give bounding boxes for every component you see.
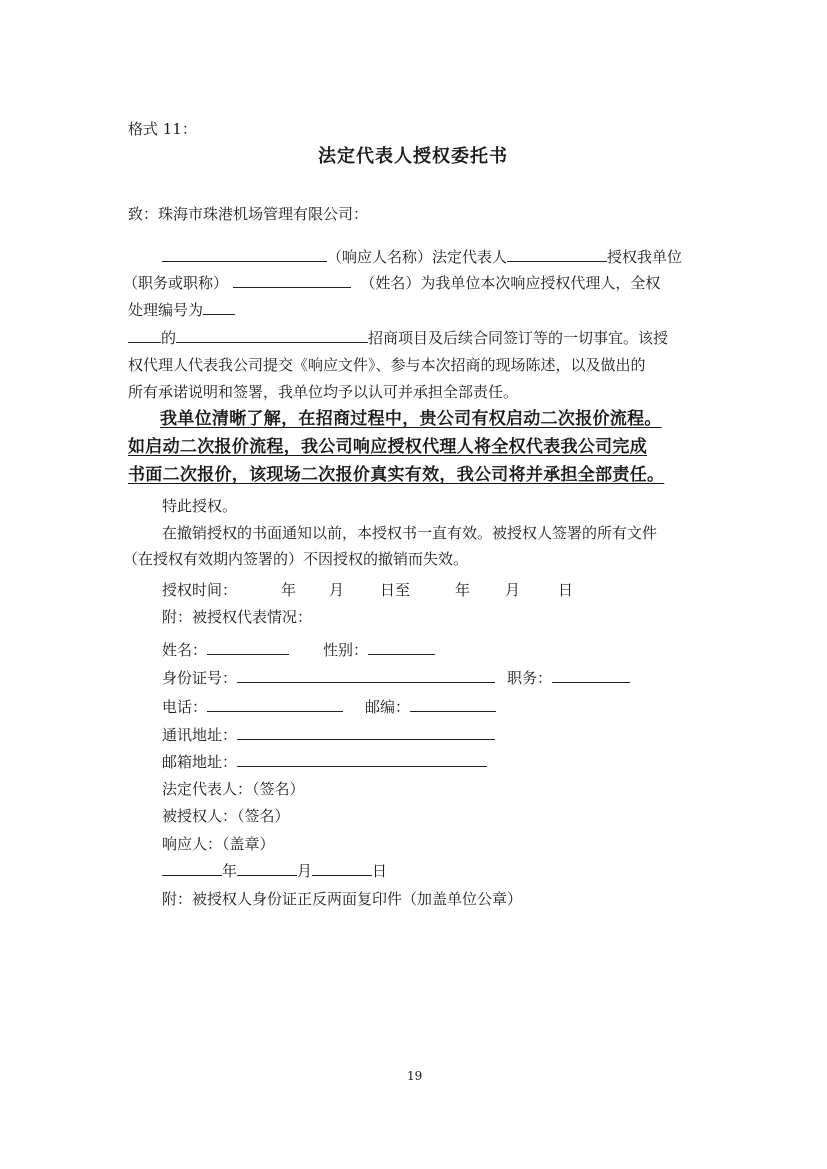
phone-blank[interactable] bbox=[207, 697, 343, 712]
date-day-blank[interactable] bbox=[312, 861, 372, 876]
period-month-1: 月 bbox=[329, 581, 345, 599]
bold-line-3: 书面二次报价，该现场二次报价真实有效，我公司将并承担全部责任。 bbox=[128, 465, 665, 485]
period-year-1: 年 bbox=[281, 581, 297, 599]
name-field-row: 姓名： bbox=[162, 640, 289, 660]
period-day-to: 日至 bbox=[380, 581, 411, 599]
addressee: 致：珠海市珠港机场管理有限公司： bbox=[128, 205, 369, 223]
date-month-blank[interactable] bbox=[237, 861, 297, 876]
email-blank[interactable] bbox=[237, 752, 487, 767]
postcode-field-row: 邮编： bbox=[365, 697, 496, 717]
auth-line-2: （职务或职称） （姓名）为我单位本次响应授权代理人，全权 bbox=[123, 274, 661, 292]
position-field-row: 职务： bbox=[507, 668, 630, 688]
postcode-blank[interactable] bbox=[410, 697, 496, 712]
legal-rep-blank[interactable] bbox=[507, 247, 607, 262]
email-field-row: 邮箱地址： bbox=[162, 752, 487, 772]
gender-field-row: 性别： bbox=[323, 640, 435, 660]
format-label: 格式 11： bbox=[128, 120, 197, 138]
validity-line-1: 在撤销授权的书面通知以前，本授权书一直有效。被授权人签署的所有文件 bbox=[162, 524, 658, 542]
respondent-seal: 响应人：（盖章） bbox=[162, 835, 275, 853]
period-month-2: 月 bbox=[505, 581, 521, 599]
project-name-blank[interactable] bbox=[176, 328, 368, 343]
period-day-2: 日 bbox=[558, 581, 574, 599]
phone-field-row: 电话： bbox=[162, 697, 343, 717]
address-blank[interactable] bbox=[237, 725, 495, 740]
auth-line-6: 所有承诺说明和签署，我单位均予以认可并承担全部责任。 bbox=[128, 383, 519, 401]
date-line: 年 月 日 bbox=[162, 861, 387, 881]
attachment-note: 附：被授权人身份证正反两面复印件（加盖单位公章） bbox=[162, 890, 523, 908]
job-position-blank[interactable] bbox=[552, 668, 630, 683]
attach-header: 附：被授权代表情况： bbox=[162, 608, 313, 626]
period-year-2: 年 bbox=[455, 581, 471, 599]
id-blank[interactable] bbox=[237, 668, 495, 683]
page-number: 19 bbox=[407, 1069, 423, 1083]
date-year-blank[interactable] bbox=[162, 861, 222, 876]
position-blank[interactable] bbox=[233, 273, 351, 288]
page-title: 法定代表人授权委托书 bbox=[318, 146, 508, 167]
gender-blank[interactable] bbox=[368, 640, 435, 655]
prefix-blank[interactable] bbox=[128, 328, 161, 343]
auth-line-1: （响应人名称）法定代表人 授权我单位 bbox=[162, 247, 682, 267]
authorized-signature: 被授权人：（签名） bbox=[162, 807, 290, 825]
bold-line-2: 如启动二次报价流程，我公司响应授权代理人将全权代表我公司完成 bbox=[128, 437, 647, 457]
name-blank[interactable] bbox=[207, 640, 289, 655]
bold-line-1: 我单位清晰了解，在招商过程中，贵公司有权启动二次报价流程。 bbox=[160, 409, 662, 429]
auth-line-3: 处理编号为 bbox=[128, 300, 235, 320]
address-field-row: 通讯地址： bbox=[162, 725, 495, 745]
period-label: 授权时间： bbox=[162, 581, 238, 599]
special-authorization: 特此授权。 bbox=[162, 497, 238, 515]
auth-line-4: 的 招商项目及后续合同签订等的一切事宜。该授 bbox=[128, 328, 668, 348]
auth-line-5: 权代理人代表我公司提交《响应文件》、参与本次招商的现场陈述，以及做出的 bbox=[128, 356, 646, 374]
legal-rep-signature: 法定代表人：（签名） bbox=[162, 780, 305, 798]
id-field-row: 身份证号： bbox=[162, 668, 495, 688]
project-number-blank[interactable] bbox=[203, 300, 235, 315]
respondent-name-blank[interactable] bbox=[162, 247, 327, 262]
validity-line-2: （在授权有效期内签署的）不因授权的撤销而失效。 bbox=[123, 550, 469, 568]
